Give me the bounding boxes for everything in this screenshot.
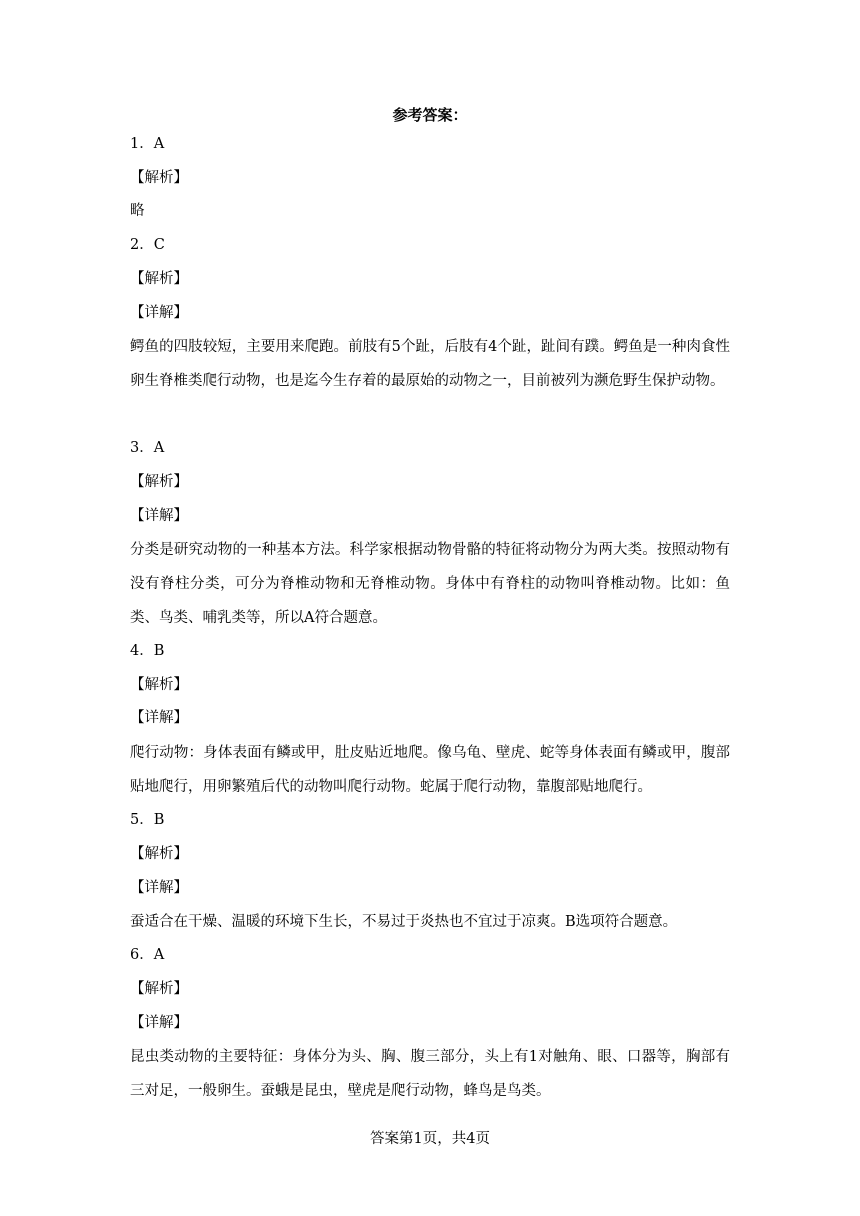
answer-number-2: 2．C xyxy=(130,237,165,253)
answer-text-2: 鳄鱼的四肢较短，主要用来爬跑。前肢有5个趾，后肢有4个趾，趾间有蹼。鳄鱼是一种肉食性卵生脊椎类爬行动物，也是迄今生存着的最原始的动物之一，目前被列为濒危野生保护动物。 xyxy=(130,339,730,389)
answer-number-6: 6．A xyxy=(130,947,165,963)
analysis-label-2: 【解析】 xyxy=(130,271,188,287)
analysis-label-3: 【解析】 xyxy=(130,474,188,490)
page-footer: 答案第1页，共4页 xyxy=(370,1131,490,1147)
answer-number-1: 1．A xyxy=(130,136,165,152)
detail-label-2: 【详解】 xyxy=(130,305,188,321)
answer-brief-1: 略 xyxy=(130,203,145,219)
analysis-label-1: 【解析】 xyxy=(130,170,188,186)
analysis-label-4: 【解析】 xyxy=(130,677,188,693)
detail-label-5: 【详解】 xyxy=(130,880,188,896)
answer-text-6: 昆虫类动物的主要特征：身体分为头、胸、腹三部分，头上有1对触角、眼、口器等，胸部有三对足，一般卵生。蚕蛾是昆虫，壁虎是爬行动物，蜂鸟是鸟类。 xyxy=(130,1049,730,1099)
answer-text-4: 爬行动物：身体表面有鳞或甲，肚皮贴近地爬。像乌龟、壁虎、蛇等身体表面有鳞或甲，腹部贴地爬行，用卵繁殖后代的动物叫爬行动物。蛇属于爬行动物，靠腹部贴地爬行。 xyxy=(130,745,730,795)
answer-number-3: 3．A xyxy=(130,440,165,456)
detail-label-3: 【详解】 xyxy=(130,508,188,524)
answer-number-4: 4．B xyxy=(130,643,165,659)
detail-label-4: 【详解】 xyxy=(130,710,188,726)
answer-text-3: 分类是研究动物的一种基本方法。科学家根据动物骨骼的特征将动物分为两大类。按照动物有没有脊柱分类，可分为脊椎动物和无脊椎动物。身体中有脊柱的动物叫脊椎动物。比如：鱼类、鸟类、哺乳类等，所以A符合题意。 xyxy=(130,542,730,626)
analysis-label-6: 【解析】 xyxy=(130,981,188,997)
answer-text-5: 蚕适合在干燥、温暖的环境下生长，不易过于炎热也不宜过于凉爽。B选项符合题意。 xyxy=(130,914,678,930)
detail-label-6: 【详解】 xyxy=(130,1015,188,1031)
answer-number-5: 5．B xyxy=(130,812,165,828)
analysis-label-5: 【解析】 xyxy=(130,846,188,862)
page-title: 参考答案： xyxy=(392,106,468,124)
